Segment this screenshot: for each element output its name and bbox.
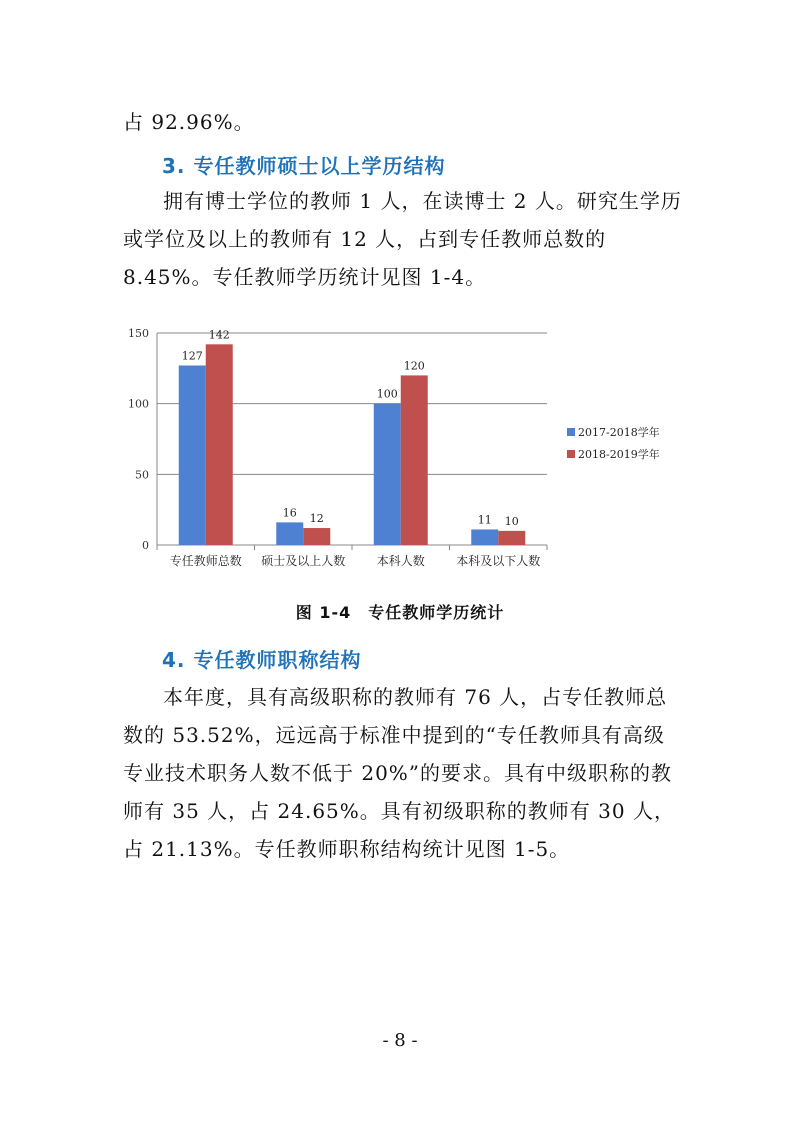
legend-swatch [567, 428, 575, 436]
bar [303, 528, 330, 545]
bar [498, 531, 525, 545]
data-label: 16 [282, 506, 297, 520]
paragraph-3: 拥有博士学位的教师 1 人，在读博士 2 人。研究生学历或学位及以上的教师有 12 人，占到专任教师总数的 8.45%。专任教师学历统计见图 1-4。 [123, 189, 682, 289]
data-label: 100 [376, 387, 398, 401]
data-label: 12 [309, 512, 324, 526]
section-heading-4: 4. 专任教师职称结构 [162, 648, 362, 672]
y-tick-label: 100 [128, 397, 149, 411]
x-tick-label: 本科及以下人数 [456, 554, 541, 568]
page-number: - 8 - [382, 1030, 418, 1051]
y-tick-label: 150 [128, 327, 149, 340]
legend-swatch [567, 450, 575, 458]
legend-label: 2018-2019学年 [578, 448, 660, 461]
figure-caption: 图 1-4 专任教师学历统计 [295, 603, 505, 622]
bar [374, 404, 401, 545]
x-tick-label: 专任教师总数 [169, 554, 242, 568]
para-line-top: 占 92.96%。 [123, 110, 255, 134]
bar [179, 366, 206, 545]
paragraph-4: 本年度，具有高级职称的教师有 76 人，占专任教师总数的 53.52%，远远高于标准中提到的“专任教师具有高级专业技术职务人数不低于 20%”的要求。具有中级职称的教师有 35 人，占 24.65%。具有初级职称的教师有 30 人，占 21.13%。专任教师职称结构统计见图 1-5。 [123, 685, 675, 861]
data-label: 10 [504, 514, 519, 528]
y-tick-label: 50 [135, 468, 149, 482]
x-tick-label: 硕士及以上人数 [261, 554, 346, 568]
legend-label: 2017-2018学年 [578, 426, 660, 439]
bar [276, 522, 303, 545]
x-tick-label: 本科人数 [376, 554, 425, 568]
section-heading-3: 3. 专任教师硕士以上学历结构 [162, 154, 446, 178]
bar [401, 375, 428, 545]
data-label: 11 [477, 513, 492, 527]
data-label: 142 [208, 328, 230, 342]
bar [471, 529, 498, 545]
education-bar-chart [115, 318, 695, 578]
data-label: 120 [403, 359, 425, 373]
bar [206, 344, 233, 545]
data-label: 127 [181, 349, 203, 363]
y-tick-label: 0 [142, 539, 149, 552]
